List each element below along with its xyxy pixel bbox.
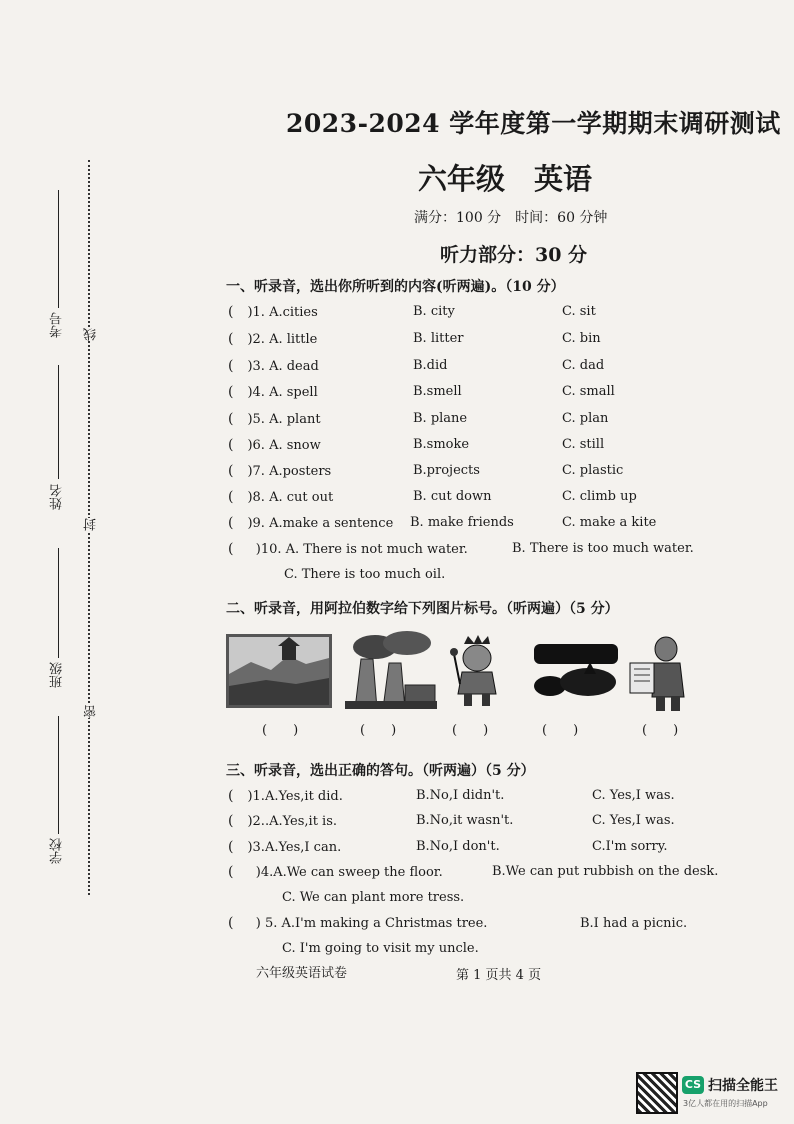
option-c: C. bin <box>562 331 601 346</box>
qr-code <box>636 1072 678 1114</box>
option-c: C. plastic <box>562 463 624 478</box>
section1-heading: 一、听录音，选出你所听到的内容(听两遍)。（10 分） <box>226 279 565 295</box>
option-c: C. sit <box>562 304 596 319</box>
option-c: C. dad <box>562 358 605 373</box>
answer-paren[interactable]: ( <box>228 839 234 855</box>
answer-paren[interactable]: ( <box>228 384 234 400</box>
option-b: B. city <box>413 304 455 319</box>
picture-oil-pollution <box>530 640 622 702</box>
margin-line-kaohao <box>58 190 59 308</box>
option-c: C. small <box>562 384 615 399</box>
answer-paren[interactable]: ( <box>228 304 234 320</box>
picture-blank-4[interactable]: ( ) <box>542 723 579 738</box>
camscanner-logo: CS <box>682 1076 704 1094</box>
item10-option-a: )10. A. There is not much water. <box>255 542 468 557</box>
option-c: C. plan <box>562 411 609 426</box>
question-row <box>228 813 337 829</box>
answer-paren[interactable]: ( <box>228 515 234 531</box>
margin-label-banji: 班级 <box>50 662 65 688</box>
picture-great-wall <box>226 634 332 708</box>
option-a: )1.A.Yes,it did. <box>247 789 343 804</box>
option-c: C. Yes,I was. <box>592 813 675 828</box>
option-a: )7. A.posters <box>247 464 332 479</box>
option-a: )3. A. dead <box>247 359 319 374</box>
option-c: C. Yes,I was. <box>592 788 675 803</box>
option-a: )3.A.Yes,I can. <box>247 840 342 855</box>
option-c: C.I'm sorry. <box>592 839 668 854</box>
section3-heading: 三、听录音，选出正确的答句。（听两遍）（5 分） <box>226 763 535 779</box>
answer-paren[interactable]: ( <box>228 915 234 931</box>
answer-paren[interactable]: ( <box>228 864 234 880</box>
option-b: B.No,I don't. <box>416 839 500 854</box>
question-row <box>228 437 321 453</box>
picture-man-reading-newspaper <box>628 633 690 713</box>
margin-line-banji <box>58 548 59 658</box>
answer-paren[interactable]: ( <box>228 358 234 374</box>
question-row <box>228 411 321 427</box>
answer-paren[interactable]: ( <box>228 331 234 347</box>
option-b: B. litter <box>413 331 464 346</box>
question-row <box>228 788 343 804</box>
option-b: B.did <box>413 358 448 373</box>
section1-item10-row <box>228 541 468 557</box>
s3-item4-option-b: B.We can put rubbish on the desk. <box>492 864 719 879</box>
listening-part-heading: 听力部分：30 分 <box>440 244 588 266</box>
option-b: B.No,I didn't. <box>416 788 505 803</box>
option-a: )2..A.Yes,it is. <box>247 814 338 829</box>
item10-option-c: C. There is too much oil. <box>284 567 446 582</box>
camscanner-tagline: 3亿人都在用的扫描App <box>683 1099 768 1108</box>
exam-title: 2023-2024 学年度第一学期期末调研测试 <box>286 109 781 138</box>
option-b: B.projects <box>413 463 480 478</box>
footer-paper-name: 六年级英语试卷 <box>256 966 348 981</box>
option-a: )4. A. spell <box>247 385 318 400</box>
camscanner-name: 扫描全能王 <box>708 1078 778 1094</box>
option-a: )2. A. little <box>247 332 318 347</box>
section3-item5-row <box>228 915 487 931</box>
s3-item5-option-c: C. I'm going to visit my uncle. <box>282 941 479 956</box>
answer-paren[interactable]: ( <box>228 411 234 427</box>
question-row <box>228 839 341 855</box>
option-b: B. plane <box>413 411 468 426</box>
footer-page-number: 第 1 页共 4 页 <box>456 968 542 983</box>
answer-paren[interactable]: ( <box>228 463 234 479</box>
option-a: )1. A.cities <box>247 305 318 320</box>
item10-option-b: B. There is too much water. <box>512 541 694 556</box>
s3-item5-option-b: B.I had a picnic. <box>580 916 688 931</box>
picture-factory-smoke <box>345 629 437 709</box>
option-b: B.smell <box>413 384 462 399</box>
picture-blank-5[interactable]: ( ) <box>642 723 679 738</box>
question-row <box>228 358 319 374</box>
option-b: B.smoke <box>413 437 470 452</box>
score-time: 满分：100 分 时间：60 分钟 <box>414 210 608 226</box>
margin-line-xuexiao <box>58 716 59 834</box>
option-b: B. cut down <box>413 489 492 504</box>
answer-paren[interactable]: ( <box>228 489 234 505</box>
option-b: B.No,it wasn't. <box>416 813 514 828</box>
option-c: C. climb up <box>562 489 637 504</box>
section3-item4-row <box>228 864 443 880</box>
option-c: C. make a kite <box>562 515 657 530</box>
picture-blank-2[interactable]: ( ) <box>360 723 397 738</box>
s3-item4-option-c: C. We can plant more tress. <box>282 890 465 905</box>
margin-label-xuexiao: 学校 <box>50 838 65 864</box>
s3-item5-option-a: ) 5. A.I'm making a Christmas tree. <box>255 916 488 931</box>
seal-char-mi: 密 <box>84 705 99 718</box>
answer-paren[interactable]: ( <box>228 813 234 829</box>
option-a: )9. A.make a sentence <box>247 516 394 531</box>
picture-king-cartoon <box>446 634 508 708</box>
question-row <box>228 331 317 347</box>
question-row <box>228 384 318 400</box>
section2-heading: 二、听录音，用阿拉伯数字给下列图片标号。（听两遍）（5 分） <box>226 601 619 617</box>
picture-blank-1[interactable]: ( ) <box>262 723 299 738</box>
margin-label-kaohao: 考号 <box>50 312 65 338</box>
question-row <box>228 304 318 320</box>
exam-subtitle: 六年级 英语 <box>418 162 593 196</box>
answer-paren[interactable]: ( <box>228 788 234 804</box>
question-row <box>228 489 333 505</box>
s3-item4-option-a: )4.A.We can sweep the floor. <box>255 865 443 880</box>
seal-char-xian: 线 <box>84 328 99 341</box>
margin-label-xingming: 姓名 <box>50 484 65 510</box>
answer-paren[interactable]: ( <box>228 437 234 453</box>
option-a: )5. A. plant <box>247 412 321 427</box>
margin-line-xingming <box>58 365 59 479</box>
seal-char-feng: 封 <box>84 518 99 531</box>
option-a: )6. A. snow <box>247 438 321 453</box>
option-c: C. still <box>562 437 605 452</box>
option-a: )8. A. cut out <box>247 490 334 505</box>
option-b: B. make friends <box>410 515 514 530</box>
picture-blank-3[interactable]: ( ) <box>452 723 489 738</box>
answer-paren[interactable]: ( <box>228 541 234 557</box>
question-row <box>228 463 331 479</box>
question-row <box>228 515 393 531</box>
